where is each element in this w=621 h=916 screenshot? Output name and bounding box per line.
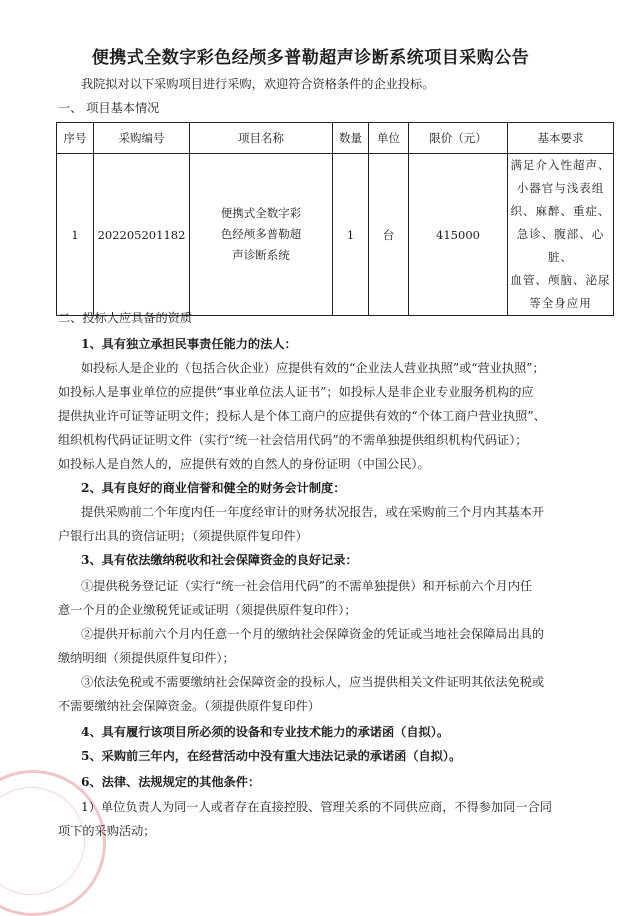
requirement-heading: 2、具有良好的商业信誉和健全的财务会计制度： xyxy=(81,481,346,495)
body-line: 如投标人是企业的（包括合伙企业）应提供有效的“企业法人营业执照”或“营业执照”； xyxy=(81,361,545,375)
body-line: 提供采购前二个年度内任一年度经审计的财务状况报告，或在采购前三个月内其基本开 xyxy=(81,505,545,519)
quantity: 1 xyxy=(333,154,369,316)
body-line: 缴纳明细（须提供原件复印件）； xyxy=(58,651,235,665)
project-name-line: 色经颅多普勒超 xyxy=(220,227,302,241)
requirement-line: 血管、颅脑、泌尿 xyxy=(510,273,611,287)
header-cell: 单位 xyxy=(369,123,409,154)
body-line: 如投标人是事业单位的应提供“事业单位法人证书”；如投标人是非企业专业服务机构的应 xyxy=(58,385,534,399)
basic-requirements xyxy=(508,154,614,316)
table-row xyxy=(57,154,614,316)
body-line: ①提供税务登记证（实行“统一社会信用代码”的不需单独提供）和开标前六个月内任 xyxy=(81,579,533,593)
requirement-line: 急诊、腹部、心脏、 xyxy=(516,227,605,264)
price-limit: 415000 xyxy=(409,154,508,316)
body-line: ②提供开标前六个月内任意一个月的缴纳社会保障资金的凭证或当地社会保障局出具的 xyxy=(81,627,545,641)
page-title: 便携式全数字彩色经颅多普勒超声诊断系统项目采购公告 xyxy=(91,48,530,68)
body-line: 组织机构代码证证明文件（实行“统一社会信用代码”的不需单独提供组织机构代码证）； xyxy=(58,433,528,447)
section-heading-2: 二、投标人应具备的资质 xyxy=(58,311,193,325)
body-line: 提供执业许可证等证明文件；投标人是个体工商户的应提供有效的“个体工商户营业执照”、 xyxy=(58,409,546,423)
body-line: 1）单位负责人为同一人或者存在直接控股、管理关系的不同供应商，不得参加同一合同 xyxy=(81,800,552,814)
requirement-line: 满足介入性超声、 xyxy=(510,158,611,172)
header-cell: 采购编号 xyxy=(94,123,190,154)
intro-paragraph: 我院拟对以下采购项目进行采购，欢迎符合资格条件的企业投标。 xyxy=(81,77,435,91)
unit: 台 xyxy=(369,154,409,316)
body-line: 如投标人是自然人的，应提供有效的自然人的身份证明（中国公民）。 xyxy=(58,457,430,471)
row-number: 1 xyxy=(57,154,94,316)
requirement-line: 小器官与浅表组 xyxy=(516,181,605,195)
section-heading-1: 一、 项目基本情况 xyxy=(58,101,160,115)
body-line: 户银行出具的资信证明；（须提供原件复印件） xyxy=(58,529,308,543)
project-name-line: 便携式全数字彩 xyxy=(220,206,302,220)
requirement-heading: 4、具有履行该项目所必须的设备和专业技术能力的承诺函（自拟）。 xyxy=(81,725,450,739)
procurement-table xyxy=(56,122,614,316)
header-cell: 序号 xyxy=(57,123,94,154)
project-name xyxy=(190,154,333,316)
body-line: 不需要缴纳社会保障资金。（须提供原件复印件） xyxy=(58,699,321,713)
requirement-heading: 3、具有依法缴纳税收和社会保障资金的良好记录： xyxy=(81,553,358,567)
requirement-line: 等全身应用 xyxy=(529,296,592,310)
requirement-heading: 6、法律、法规规定的其他条件： xyxy=(81,775,261,789)
requirement-line: 织、麻醉、重症、 xyxy=(510,204,611,218)
header-cell: 项目名称 xyxy=(190,123,333,154)
body-line: 项下的采购活动； xyxy=(58,824,156,838)
table-header-row xyxy=(57,123,614,154)
header-cell: 数量 xyxy=(333,123,369,154)
body-line: 意一个月的企业缴税凭证或证明（须提供原件复印件）； xyxy=(58,603,357,617)
project-name-line: 声诊断系统 xyxy=(232,248,290,262)
body-line: ③依法免税或不需要缴纳社会保障资金的投标人，应当提供相关文件证明其依法免税或 xyxy=(81,675,545,689)
procurement-code: 202205201182 xyxy=(94,154,190,316)
requirement-heading: 1、具有独立承担民事责任能力的法人： xyxy=(81,337,297,351)
header-cell: 限价（元） xyxy=(409,123,508,154)
header-cell: 基本要求 xyxy=(508,123,614,154)
requirement-heading: 5、采购前三年内，在经营活动中没有重大违法记录的承诺函（自拟）。 xyxy=(81,749,462,763)
